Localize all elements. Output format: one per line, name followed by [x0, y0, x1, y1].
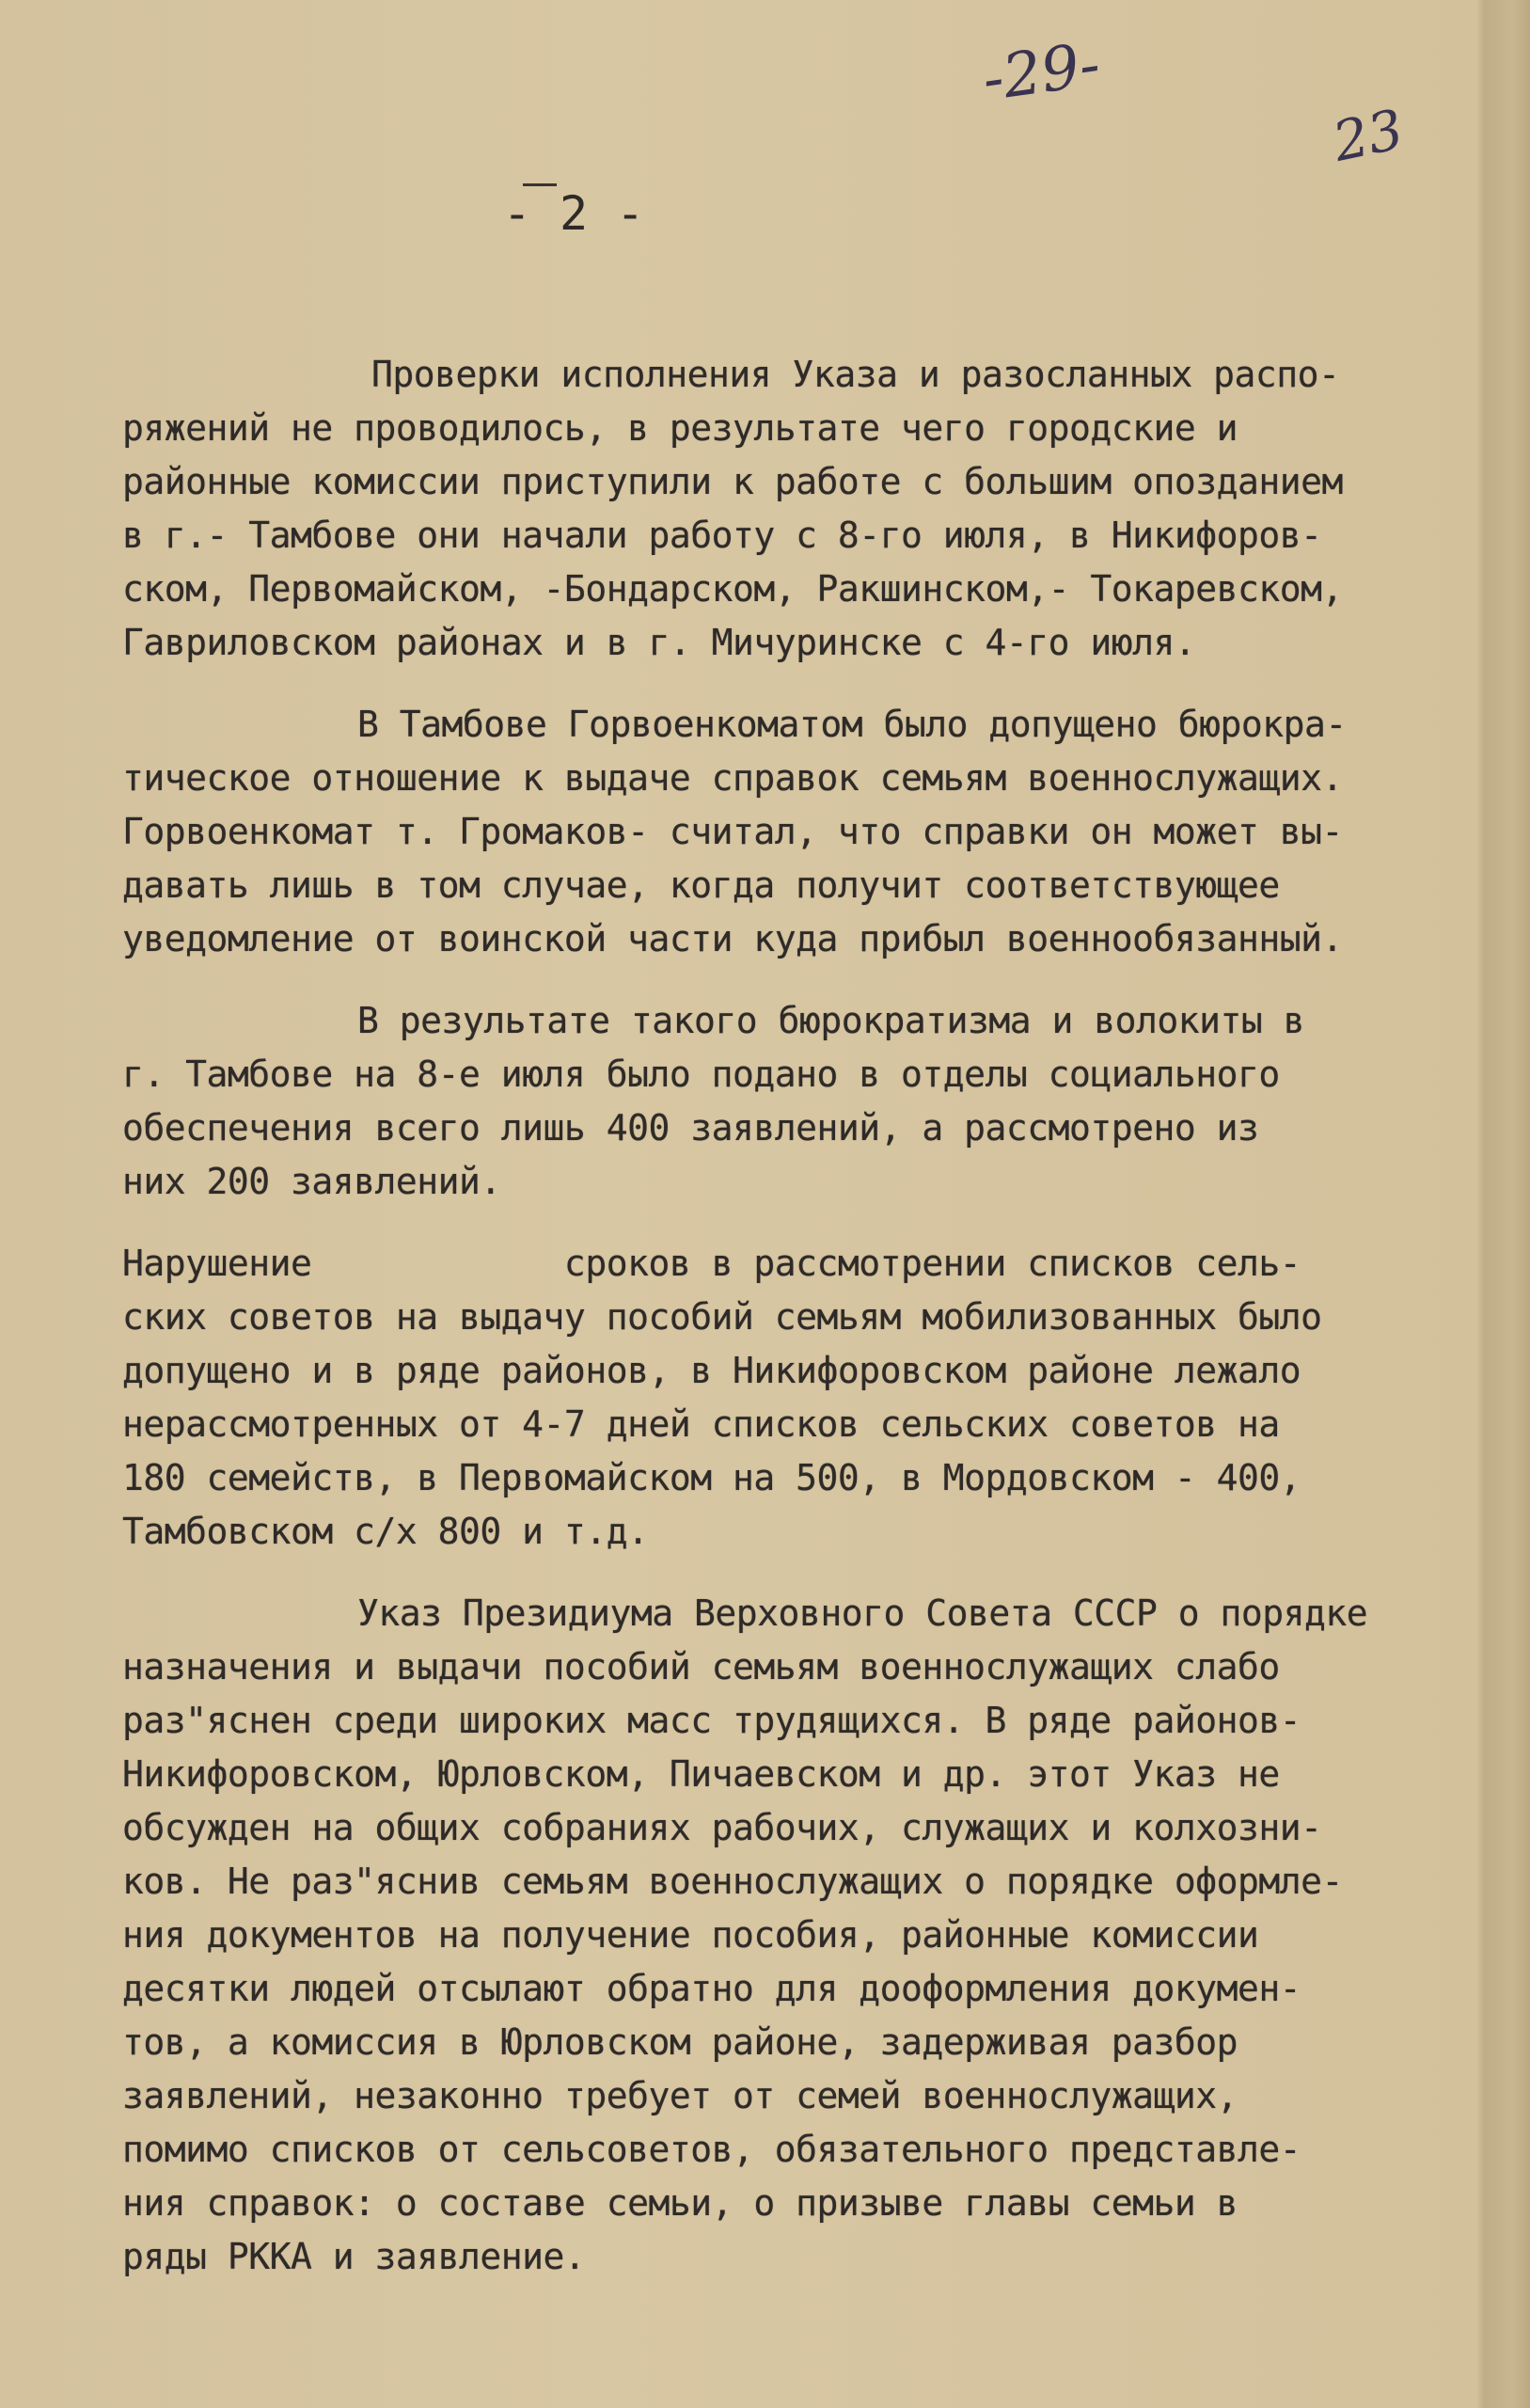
text-line: них 200 заявлений.	[122, 1161, 501, 1202]
text-line: ском, Первомайском, -Бондарском, Ракшинском,- Токаревском,	[122, 568, 1343, 610]
text-line: десятки людей отсылают обратно для дооформления докумен-	[122, 1968, 1301, 2009]
text-line: Гавриловском районах и в г. Мичуринске с 4-го июля.	[122, 622, 1196, 663]
text-line: в г.- Тамбове они начали работу с 8-го июля, в Никифоров-	[122, 515, 1322, 556]
text-line: Указ Президиума Верховного Совета СССР о порядке	[357, 1592, 1368, 1634]
text-line: Нарушение сроков в рассмотрении списков сель-	[122, 1243, 1301, 1284]
paragraph-3	[122, 994, 1495, 1209]
archive-number-handwritten: -29-	[978, 29, 1105, 116]
text-line: г. Тамбове на 8-е июля было подано в отделы социального	[122, 1054, 1280, 1095]
document-body	[122, 348, 1495, 2312]
paragraph-2	[122, 698, 1495, 966]
paragraph-4	[122, 1237, 1495, 1559]
paragraph-5	[122, 1587, 1495, 2284]
paragraph-1	[122, 348, 1495, 670]
page-number: - 2 -	[502, 186, 645, 241]
text-line: нерассмотренных от 4-7 дней списков сельских советов на	[122, 1403, 1280, 1445]
text-line: ния документов на получение пособия, районные комиссии	[122, 1914, 1259, 1956]
text-line: ния справок: о составе семьи, о призыве главы семьи в	[122, 2182, 1238, 2224]
text-line: давать лишь в том случае, когда получит соответствующее	[122, 864, 1280, 906]
text-line: Горвоенкомат т. Громаков- считал, что справки он может вы-	[122, 811, 1343, 852]
text-line: Никифоровском, Юрловском, Пичаевском и др. этот Указ не	[122, 1753, 1280, 1795]
text-line: ских советов на выдачу пособий семьям мобилизованных было	[122, 1296, 1322, 1338]
text-line: помимо списков от сельсоветов, обязательного представле-	[122, 2129, 1301, 2170]
text-line: обеспечения всего лишь 400 заявлений, а рассмотрено из	[122, 1107, 1259, 1149]
text-line: назначения и выдачи пособий семьям военнослужащих слабо	[122, 1646, 1280, 1687]
text-line: допущено и в ряде районов, в Никифоровском районе лежало	[122, 1350, 1301, 1391]
text-line: заявлений, незаконно требует от семей военнослужащих,	[122, 2075, 1238, 2116]
text-line: тическое отношение к выдаче справок семьям военнослужащих.	[122, 757, 1343, 799]
text-line: районные комиссии приступили к работе с большим опозданием	[122, 461, 1343, 502]
text-line: ков. Не раз"яснив семьям военнослужащих о порядке оформле-	[122, 1861, 1343, 1902]
text-line: ряды РККА и заявление.	[122, 2236, 586, 2277]
text-line: тов, а комиссия в Юрловском районе, задерживая разбор	[122, 2021, 1238, 2063]
sheet-number-handwritten: 23	[1327, 97, 1410, 174]
text-line: уведомление от воинской части куда прибыл военнообязанный.	[122, 918, 1343, 959]
text-line: Тамбовском с/х 800 и т.д.	[122, 1511, 649, 1552]
text-line: раз"яснен среди широких масс трудящихся. В ряде районов-	[122, 1700, 1301, 1741]
text-line: 180 семейств, в Первомайском на 500, в Мордовском - 400,	[122, 1457, 1301, 1498]
text-line: обсужден на общих собраниях рабочих, служащих и колхозни-	[122, 1807, 1322, 1848]
text-line: ряжений не проводилось, в результате чего городские и	[122, 407, 1238, 449]
text-line: В Тамбове Горвоенкоматом было допущено бюрокра-	[357, 704, 1347, 745]
text-line: Проверки исполнения Указа и разосланных распо-	[371, 354, 1340, 395]
text-line: В результате такого бюрократизма и волокиты в	[357, 1000, 1305, 1041]
